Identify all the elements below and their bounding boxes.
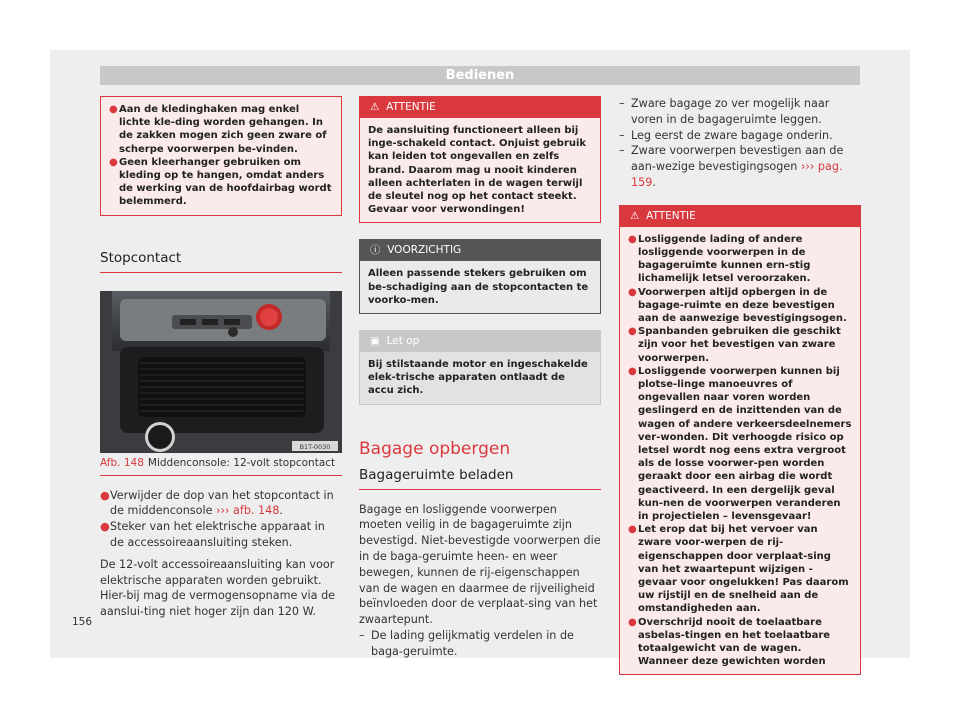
notice-bullet: ● Aan de kledinghaken mag enkel lichte kle-ding worden gehangen. In de zakken mogen zich geen zware of scherpe voorwerpen be-vinden.	[109, 104, 327, 155]
bullet-icon: ●	[100, 520, 110, 534]
paragraph-12v: De 12-volt accessoireaansluiting kan voor elektrische apparaten worden gebruikt. Hier-bij mag de vermogensopname via de aanslui-ting niet hoger zijn dan 120 W.	[100, 557, 336, 619]
column-middle	[359, 96, 601, 660]
note-icon: ▣	[370, 335, 380, 348]
info-circle-icon: ⓘ	[370, 244, 381, 257]
warning-triangle-icon: ⚠	[630, 209, 640, 222]
warning-text: De aansluiting functioneert alleen bij inge-schakeld contact. Onjuist gebruik kan leiden tot ongevallen en zelfs brand. Daarom mag u nooit kinderen alleen achterlaten in de wagen terwijl de sleutel nog op het contact steekt. Gevaar voor verwondingen!	[368, 125, 587, 216]
center-console-illustration	[100, 291, 342, 453]
figure-reference-link[interactable]: ››› afb. 148	[216, 504, 280, 518]
caution-box	[359, 239, 601, 314]
warning-header: ⚠ ATTENTIE	[620, 206, 860, 227]
section-title-stopcontact: Stopcontact	[100, 250, 342, 273]
warning-body	[620, 227, 860, 675]
figure-center-console	[100, 291, 342, 453]
section-title-bagageruimte: Bagageruimte beladen	[359, 467, 601, 490]
column-right	[619, 96, 861, 675]
bullet-icon: ●	[109, 156, 118, 168]
bullet-icon: ●	[628, 616, 637, 628]
note-text: Bij stilstaande motor en ingeschakelde elek-trische apparaten ontlaadt de accu zich.	[368, 359, 588, 397]
figure-caption	[100, 453, 342, 476]
bullet-insert-plug: ● Steker van het elektrische apparaat in de accessoireaansluiting steken.	[100, 520, 325, 550]
figure-caption-text: Middenconsole: 12-volt stopcontact	[147, 456, 336, 469]
warning-bullet: ● Let erop dat bij het vervoer van zware voor-werpen de rij-eigenschappen door verplaat-sing van het zwaartepunt wijzigen - gevaar voor ongelukken! Pas daarom uw rijstijl en de snelheid aan de omstandigheden aan.	[628, 524, 849, 615]
warning-bullet: ● Overschrijd nooit de toelaatbare asbelas-tingen en het toelaatbare totaalgewicht van de wagen. Wanneer deze gewichten worden	[628, 616, 831, 668]
notice-box	[100, 96, 342, 216]
bullet-icon: ●	[628, 365, 637, 377]
page-number: 156	[72, 616, 93, 628]
figure-label: Afb. 148	[100, 456, 144, 469]
column-left	[100, 96, 342, 620]
bullet-icon: ●	[100, 488, 110, 502]
caution-text: Alleen passende stekers gebruiken om be-schadiging aan de stopcontacten te voorko-men.	[368, 268, 589, 306]
warning-header: ⚠ ATTENTIE	[360, 97, 600, 118]
chapter-header: Bedienen	[100, 66, 860, 85]
warning-box-cargo	[619, 205, 861, 676]
caution-header: ⓘ VOORZICHTIG	[360, 240, 600, 261]
chapter-heading: Bagage opbergen	[359, 438, 511, 459]
paragraph-bagage: Bagage en losliggende voorwerpen moeten veilig in de bagageruimte zijn bevestigd. Niet-bevestigde voorwerpen die in de baga-geruimte heen- en weer bewegen, kunnen de rij-eigenschappen van de wagen en daarmee de rijveiligheid beïnvloeden door de verplaat-sing van het zwaartepunt.	[359, 502, 601, 627]
warning-bullet: ● Losliggende lading of andere losliggende voorwerpen in de bagageruimte kunnen ern-stig lichamelijk letsel veroorzaken.	[628, 233, 811, 285]
warning-triangle-icon: ⚠	[370, 101, 380, 113]
bullet-icon: ●	[628, 524, 637, 536]
bullet-icon: ●	[628, 233, 637, 245]
bullet-icon: ●	[109, 104, 118, 115]
notice-bullet: ● Geen kleerhanger gebruiken om kleding op te hangen, omdat anders de werking van de hoofdairbag wordt belemmerd.	[109, 156, 332, 208]
note-box	[359, 330, 601, 405]
figure-code: B1T-0030	[299, 442, 331, 451]
note-header: ▣ Let op	[360, 331, 600, 352]
warning-bullet: ● Losliggende voorwerpen kunnen bij plotse-linge manoeuvres of ongevallen naar voren worden geslingerd en de inzittenden van de wagen of andere verkeersdeelnemers ver-wonden. Dit verhoogde risico op letsel wordt nog eens extra vergroot als de losse voorwer-pen worden geraakt door een airbag die wordt geactiveerd. In een dergelijk geval kun-nen de voorwerpen veranderen in projectielen – levensgevaar!	[628, 365, 852, 523]
warning-box	[359, 96, 601, 223]
bullet-icon: ●	[628, 326, 637, 338]
dash-item: – Leg eerst de zware bagage onderin.	[619, 128, 833, 142]
warning-bullet: ● Voorwerpen altijd opbergen in de bagage-ruimte en deze bevestigen aan de aanwezige bevestigingsogen.	[628, 286, 847, 324]
dash-item: – Zware bagage zo ver mogelijk naar voren in de bagageruimte leggen.	[619, 97, 830, 126]
page-reference-link[interactable]: ››› pag. 159	[631, 160, 843, 189]
dash-item: – De lading gelijkmatig verdelen in de baga-geruimte.	[359, 629, 574, 658]
warning-bullet: ● Spanbanden gebruiken die geschikt zijn voor het bevestigen van zware voorwerpen.	[628, 326, 841, 364]
dash-item: – Zware voorwerpen bevestigen aan de aan-wezige bevestigingsogen ››› pag. 159.	[619, 144, 844, 189]
bullet-remove-cap: ● Verwijder de dop van het stopcontact in de middenconsole ››› afb. 148.	[100, 488, 334, 518]
bullet-icon: ●	[628, 286, 637, 298]
